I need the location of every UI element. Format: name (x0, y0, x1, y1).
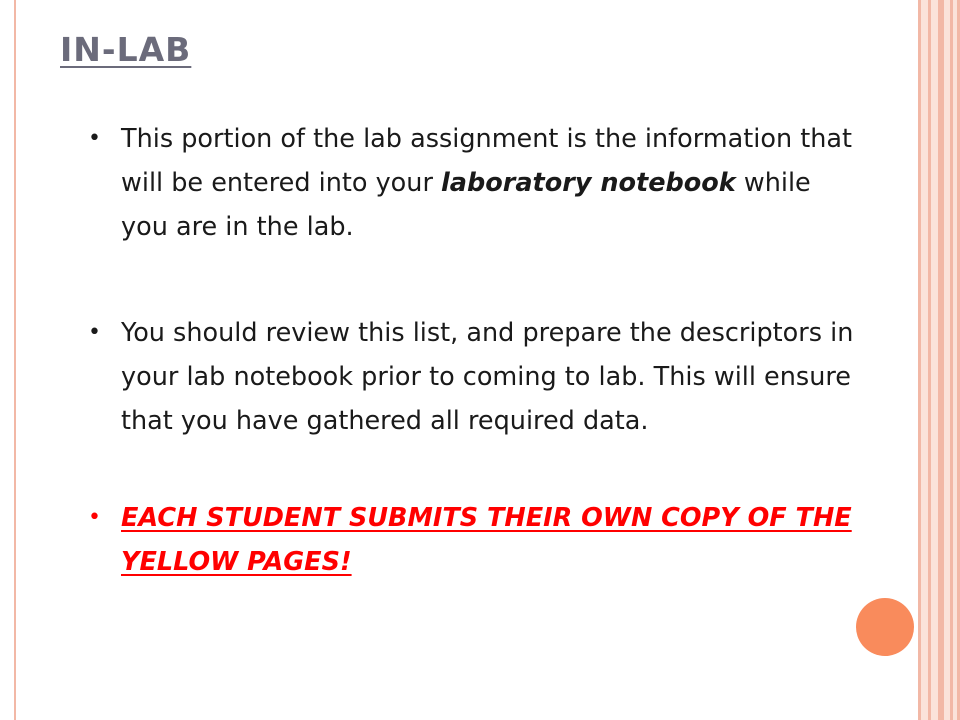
bullet-dot-icon: • (88, 505, 101, 530)
bullet-list (88, 117, 863, 584)
bullet-emphasis: laboratory notebook (441, 168, 736, 198)
bullet-item-warning (88, 496, 863, 584)
bullet-dot-icon: • (88, 126, 101, 151)
right-stripe (938, 0, 944, 720)
bullet-item-review (88, 311, 863, 443)
left-border-line (14, 0, 16, 720)
bullet-dot-icon: • (88, 320, 101, 345)
bullet-text: This portion of the lab assignment is the information that will be entered into your (121, 124, 852, 198)
right-stripe (950, 0, 953, 720)
bullet-item-notebook (88, 117, 863, 249)
right-stripe (928, 0, 931, 720)
right-stripe (918, 0, 921, 720)
warning-text: EACH STUDENT SUBMITS THEIR OWN COPY OF THE YELLOW PAGES! (121, 503, 852, 577)
bullet-text: You should review this list, and prepare the descriptors in your lab notebook prior to coming to lab. This will ensure that you have gathered all required data. (121, 318, 854, 436)
bullet-text: while you are in the lab. (121, 168, 811, 242)
slide-title: IN-LAB (60, 30, 192, 69)
orange-circle-decoration (856, 598, 914, 656)
